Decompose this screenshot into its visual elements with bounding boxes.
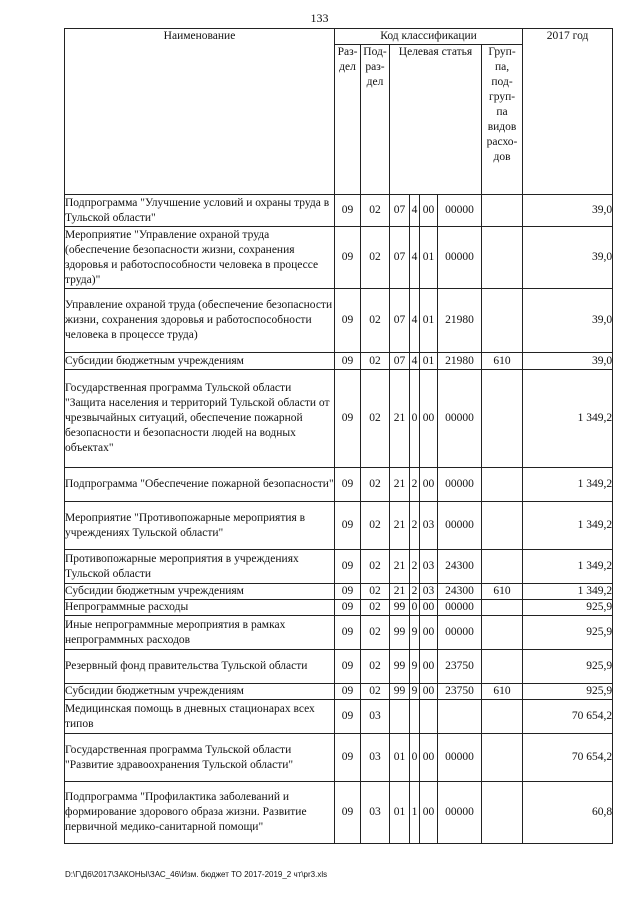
podrazdel-cell: 02	[361, 550, 390, 584]
target-direction-cell: 24300	[438, 550, 482, 584]
table-row	[65, 734, 613, 782]
target-event-cell: 00	[420, 734, 438, 782]
table-row	[65, 289, 613, 353]
target-program-cell: 99	[390, 650, 410, 684]
expense-group-cell	[482, 700, 523, 734]
target-direction-cell: 00000	[438, 502, 482, 550]
target-subprogram-cell: 4	[410, 195, 420, 227]
razdel-cell: 09	[335, 370, 361, 468]
amount-2017-cell: 39,0	[523, 195, 613, 227]
header-year: 2017 год	[523, 29, 613, 195]
razdel-cell: 09	[335, 650, 361, 684]
target-direction-cell: 00000	[438, 782, 482, 844]
target-subprogram-cell: 9	[410, 684, 420, 700]
target-event-cell: 00	[420, 782, 438, 844]
row-name: Резервный фонд правительства Тульской области	[65, 650, 335, 684]
amount-2017-cell: 1 349,2	[523, 584, 613, 600]
target-subprogram-cell: 0	[410, 600, 420, 616]
row-name: Иные непрограммные мероприятия в рамках непрограммных расходов	[65, 616, 335, 650]
target-event-cell: 00	[420, 370, 438, 468]
razdel-cell: 09	[335, 700, 361, 734]
table-row	[65, 370, 613, 468]
page-number: 133	[310, 11, 329, 25]
target-event-cell	[420, 700, 438, 734]
row-name: Медицинская помощь в дневных стационарах всех типов	[65, 700, 335, 734]
target-program-cell: 07	[390, 353, 410, 370]
row-name: Субсидии бюджетным учреждениям	[65, 353, 335, 370]
target-subprogram-cell: 0	[410, 734, 420, 782]
target-event-cell: 00	[420, 684, 438, 700]
expense-group-cell	[482, 616, 523, 650]
target-subprogram-cell	[410, 700, 420, 734]
row-name: Подпрограмма "Профилактика заболеваний и формирование здорового образа жизни. Развитие первичной медико-санитарной помощи"	[65, 782, 335, 844]
target-subprogram-cell: 4	[410, 289, 420, 353]
table-row	[65, 353, 613, 370]
target-event-cell: 00	[420, 195, 438, 227]
podrazdel-cell: 02	[361, 353, 390, 370]
amount-2017-cell: 70 654,2	[523, 700, 613, 734]
target-subprogram-cell: 4	[410, 227, 420, 289]
razdel-cell: 09	[335, 584, 361, 600]
razdel-cell: 09	[335, 550, 361, 584]
target-direction-cell: 00000	[438, 195, 482, 227]
target-subprogram-cell: 2	[410, 502, 420, 550]
row-name: Субсидии бюджетным учреждениям	[65, 584, 335, 600]
expense-group-cell	[482, 502, 523, 550]
target-event-cell: 01	[420, 289, 438, 353]
podrazdel-cell: 02	[361, 600, 390, 616]
podrazdel-cell: 02	[361, 195, 390, 227]
target-event-cell: 01	[420, 353, 438, 370]
table-row	[65, 502, 613, 550]
expense-group-cell: 610	[482, 684, 523, 700]
table-row	[65, 550, 613, 584]
row-name: Непрограммные расходы	[65, 600, 335, 616]
amount-2017-cell: 925,9	[523, 616, 613, 650]
amount-2017-cell: 925,9	[523, 650, 613, 684]
target-subprogram-cell: 2	[410, 584, 420, 600]
target-direction-cell: 24300	[438, 584, 482, 600]
target-direction-cell: 21980	[438, 289, 482, 353]
header-name: Наименование	[65, 29, 335, 195]
target-direction-cell: 23750	[438, 650, 482, 684]
expense-group-cell: 610	[482, 353, 523, 370]
podrazdel-cell: 03	[361, 734, 390, 782]
expense-group-cell	[482, 468, 523, 502]
expense-group-cell	[482, 227, 523, 289]
target-direction-cell: 00000	[438, 734, 482, 782]
table-row	[65, 584, 613, 600]
podrazdel-cell: 02	[361, 468, 390, 502]
row-name: Субсидии бюджетным учреждениям	[65, 684, 335, 700]
razdel-cell: 09	[335, 195, 361, 227]
razdel-cell: 09	[335, 782, 361, 844]
target-direction-cell: 00000	[438, 600, 482, 616]
podrazdel-cell: 02	[361, 289, 390, 353]
podrazdel-cell: 02	[361, 616, 390, 650]
podrazdel-cell: 02	[361, 584, 390, 600]
header-target: Целевая статья	[390, 45, 482, 195]
target-program-cell: 01	[390, 782, 410, 844]
amount-2017-cell: 1 349,2	[523, 550, 613, 584]
file-path-footer: D:\Г\Д6\2017\ЗАКОНЫ\ЗАС_46\Изм. бюджет ТО 2017-2019_2 чт\pr3.xls	[65, 870, 328, 879]
target-direction-cell	[438, 700, 482, 734]
podrazdel-cell: 03	[361, 782, 390, 844]
target-event-cell: 00	[420, 650, 438, 684]
expense-group-cell	[482, 734, 523, 782]
razdel-cell: 09	[335, 468, 361, 502]
row-name: Мероприятие "Управление охраной труда (обеспечение безопасности жизни, сохранения здоровья и работоспособности человека в процессе труда)"	[65, 227, 335, 289]
target-direction-cell: 00000	[438, 370, 482, 468]
row-name: Подпрограмма "Улучшение условий и охраны труда в Тульской области"	[65, 195, 335, 227]
table-row	[65, 600, 613, 616]
podrazdel-cell: 02	[361, 502, 390, 550]
expense-group-cell	[482, 550, 523, 584]
target-direction-cell: 23750	[438, 684, 482, 700]
table-row	[65, 195, 613, 227]
podrazdel-cell: 02	[361, 650, 390, 684]
razdel-cell: 09	[335, 734, 361, 782]
target-program-cell: 99	[390, 616, 410, 650]
table-row	[65, 468, 613, 502]
amount-2017-cell: 60,8	[523, 782, 613, 844]
table-row	[65, 684, 613, 700]
table-row	[65, 227, 613, 289]
razdel-cell: 09	[335, 353, 361, 370]
razdel-cell: 09	[335, 616, 361, 650]
target-program-cell: 07	[390, 227, 410, 289]
target-subprogram-cell: 0	[410, 370, 420, 468]
row-name: Государственная программа Тульской области "Развитие здравоохранения Тульской области"	[65, 734, 335, 782]
target-program-cell: 01	[390, 734, 410, 782]
target-program-cell: 07	[390, 195, 410, 227]
podrazdel-cell: 02	[361, 370, 390, 468]
target-program-cell: 21	[390, 370, 410, 468]
row-name: Противопожарные мероприятия в учреждениях Тульской области	[65, 550, 335, 584]
header-razdel: Раз- дел	[335, 45, 361, 195]
row-name: Государственная программа Тульской области "Защита населения и территорий Тульской области от чрезвычайных ситуаций, обеспечение пожарной безопасности и безопасности людей на водных объектах"	[65, 370, 335, 468]
target-subprogram-cell: 1	[410, 782, 420, 844]
razdel-cell: 09	[335, 684, 361, 700]
razdel-cell: 09	[335, 289, 361, 353]
target-direction-cell: 00000	[438, 468, 482, 502]
expense-group-cell	[482, 650, 523, 684]
target-program-cell: 21	[390, 468, 410, 502]
target-event-cell: 00	[420, 468, 438, 502]
target-event-cell: 00	[420, 616, 438, 650]
amount-2017-cell: 1 349,2	[523, 370, 613, 468]
target-event-cell: 03	[420, 550, 438, 584]
target-program-cell: 21	[390, 584, 410, 600]
target-subprogram-cell: 9	[410, 650, 420, 684]
expense-group-cell	[482, 600, 523, 616]
header-podrazdel: Под- раз- дел	[361, 45, 390, 195]
podrazdel-cell: 02	[361, 227, 390, 289]
amount-2017-cell: 925,9	[523, 684, 613, 700]
expense-group-cell	[482, 782, 523, 844]
amount-2017-cell: 1 349,2	[523, 502, 613, 550]
amount-2017-cell: 925,9	[523, 600, 613, 616]
razdel-cell: 09	[335, 502, 361, 550]
table-row	[65, 700, 613, 734]
amount-2017-cell: 39,0	[523, 227, 613, 289]
podrazdel-cell: 03	[361, 700, 390, 734]
amount-2017-cell: 70 654,2	[523, 734, 613, 782]
target-subprogram-cell: 9	[410, 616, 420, 650]
target-direction-cell: 00000	[438, 227, 482, 289]
podrazdel-cell: 02	[361, 684, 390, 700]
target-program-cell: 99	[390, 600, 410, 616]
razdel-cell: 09	[335, 227, 361, 289]
target-program-cell: 21	[390, 502, 410, 550]
expense-group-cell: 610	[482, 584, 523, 600]
budget-table	[64, 28, 613, 844]
expense-group-cell	[482, 289, 523, 353]
target-event-cell: 01	[420, 227, 438, 289]
amount-2017-cell: 39,0	[523, 353, 613, 370]
razdel-cell: 09	[335, 600, 361, 616]
target-subprogram-cell: 2	[410, 550, 420, 584]
header-group: Груп- па, под- груп- па видов расхо- дов	[482, 45, 523, 195]
table-row	[65, 782, 613, 844]
target-direction-cell: 21980	[438, 353, 482, 370]
target-subprogram-cell: 4	[410, 353, 420, 370]
target-program-cell: 07	[390, 289, 410, 353]
target-event-cell: 03	[420, 502, 438, 550]
table-row	[65, 650, 613, 684]
row-name: Мероприятие "Противопожарные мероприятия в учреждениях Тульской области"	[65, 502, 335, 550]
amount-2017-cell: 1 349,2	[523, 468, 613, 502]
expense-group-cell	[482, 195, 523, 227]
target-program-cell: 99	[390, 684, 410, 700]
target-program-cell: 21	[390, 550, 410, 584]
row-name: Управление охраной труда (обеспечение безопасности жизни, сохранения здоровья и работоспособности человека в процессе труда)	[65, 289, 335, 353]
expense-group-cell	[482, 370, 523, 468]
target-event-cell: 03	[420, 584, 438, 600]
target-direction-cell: 00000	[438, 616, 482, 650]
header-code: Код классификации	[335, 29, 523, 45]
target-event-cell: 00	[420, 600, 438, 616]
target-program-cell	[390, 700, 410, 734]
target-subprogram-cell: 2	[410, 468, 420, 502]
table-row	[65, 616, 613, 650]
row-name: Подпрограмма "Обеспечение пожарной безопасности"	[65, 468, 335, 502]
amount-2017-cell: 39,0	[523, 289, 613, 353]
